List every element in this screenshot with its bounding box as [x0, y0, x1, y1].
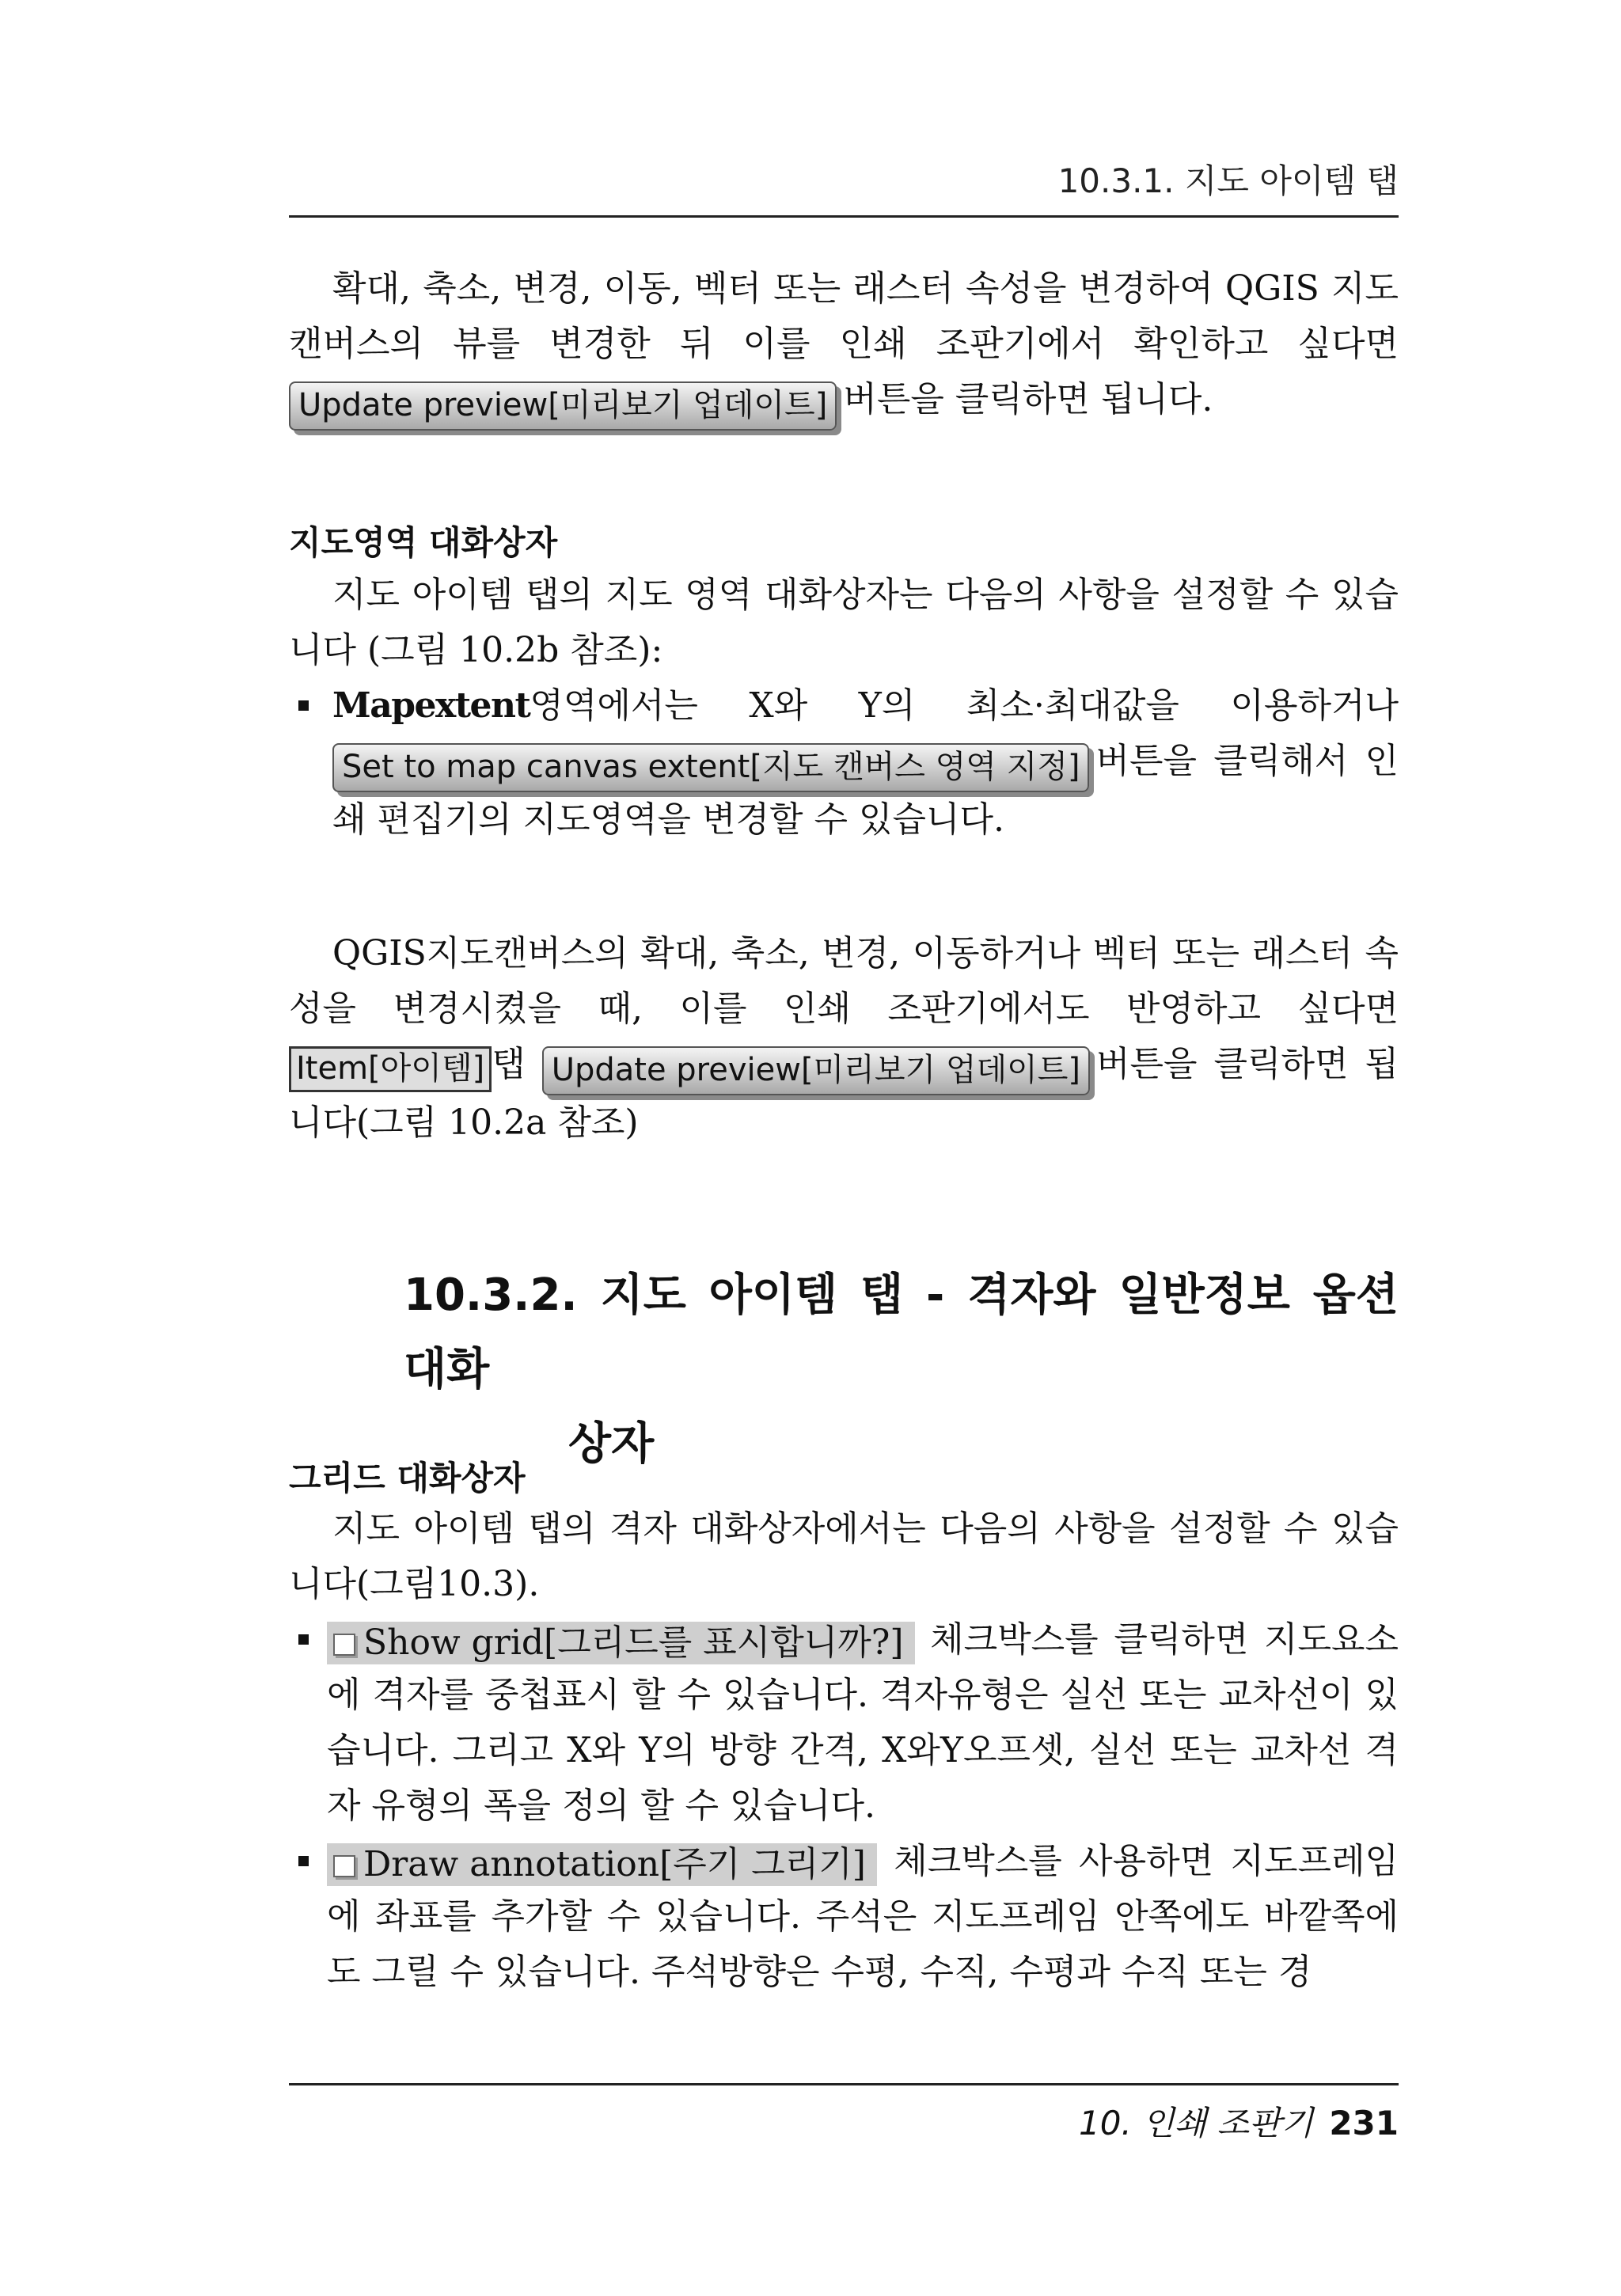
map-extent-heading: 지도영역 대화상자	[289, 523, 558, 562]
map-extent-bullets	[289, 678, 1399, 848]
bullet-square-icon	[298, 1856, 309, 1866]
mapextent-term: Mapextent	[332, 685, 530, 726]
page-footer	[289, 2097, 1399, 2145]
list-item	[289, 678, 1399, 848]
grid-heading: 그리드 대화상자	[289, 1459, 526, 1497]
show-grid-description: 체크박스를 클릭하면 지도요소에 격자를 중첩표시 할 수 있습니다. 격자유형은 실선 또는 교차선이 있습니다. 그리고 X와 Y의 방향 간격, X와Y오프셋, 실선 또는 교차선 격자 유형의 폭을 정의 할 수 있습니다.	[327, 1619, 1399, 1826]
checkbox-icon	[333, 1634, 355, 1656]
bullet-square-icon	[298, 1634, 309, 1645]
section-heading-line1: 10.3.2. 지도 아이템 탭 - 격자와 일반정보 옵션 대화	[404, 1269, 1399, 1395]
footer-rule	[289, 2083, 1399, 2085]
running-header: 10.3.1. 지도 아이템 탭	[1057, 161, 1399, 200]
tab-suffix: 탭	[492, 1044, 542, 1084]
section-heading	[404, 1258, 1399, 1482]
draw-annotation-description: 체크박스를 사용하면 지도프레임에 좌표를 추가할 수 있습니다. 주석은 지도프레임 안쪽에도 바깥쪽에도 그릴 수 있습니다. 주석방향은 수평, 수직, 수평과 수직 또는 경	[327, 1841, 1399, 1992]
refresh-after-text: 버튼을 클릭하면 됩니다(그림 10.2a 참조)	[289, 1044, 1399, 1143]
page-number: 231	[1329, 2104, 1399, 2142]
section-heading-line2: 상자	[568, 1418, 655, 1470]
grid-paragraph: 지도 아이템 탭의 격자 대화상자에서는 다음의 사항을 설정할 수 있습니다(그림10.3).	[289, 1509, 1399, 1604]
update-preview-button: Update preview[미리보기 업데이트]	[289, 381, 837, 431]
set-to-map-canvas-extent-button: Set to map canvas extent[지도 캔버스 영역 지정]	[332, 743, 1089, 792]
show-grid-checkbox-label	[327, 1622, 915, 1664]
map-extent-paragraph: 지도 아이템 탭의 지도 영역 대화상자는 다음의 사항을 설정할 수 있습니다 (그림 10.2b 참조):	[289, 575, 1399, 670]
intro-paragraph	[289, 261, 1399, 431]
list-item	[289, 1834, 1399, 2000]
bullet-square-icon	[298, 700, 309, 711]
refresh-text: QGIS지도캔버스의 확대, 축소, 변경, 이동하거나 벡터 또는 래스터 속성을 변경시켰을 때, 이를 인쇄 조판기에서도 반영하고 싶다면	[289, 933, 1399, 1029]
bullet-text: 영역에서는 X와 Y의 최소·최대값을 이용하거나	[530, 685, 1399, 726]
draw-annotation-checkbox-label	[327, 1843, 877, 1886]
header-rule	[289, 215, 1399, 218]
show-grid-label-text: Show grid[그리드를 표시합니까?]	[363, 1622, 904, 1663]
draw-annotation-label-text: Draw annotation[주기 그리기]	[363, 1844, 866, 1884]
intro-text: 확대, 축소, 변경, 이동, 벡터 또는 래스터 속성을 변경하여 QGIS 지도 캔버스의 뷰를 변경한 뒤 이를 인쇄 조판기에서 확인하고 싶다면	[289, 268, 1399, 364]
update-preview-button-2: Update preview[미리보기 업데이트]	[542, 1046, 1090, 1095]
grid-bullets	[289, 1612, 1399, 2000]
refresh-paragraph	[289, 926, 1399, 1151]
list-item	[289, 1612, 1399, 1834]
checkbox-icon	[333, 1855, 355, 1877]
item-tab-label: Item[아이템]	[289, 1046, 492, 1092]
footer-chapter: 10. 인쇄 조판기	[1078, 2104, 1314, 2142]
intro-after-text: 버튼을 클릭하면 됩니다.	[843, 379, 1213, 419]
bullet-after-text: 버튼을 클릭해서 인쇄 편집기의 지도영역을 변경할 수 있습니다.	[332, 741, 1399, 840]
